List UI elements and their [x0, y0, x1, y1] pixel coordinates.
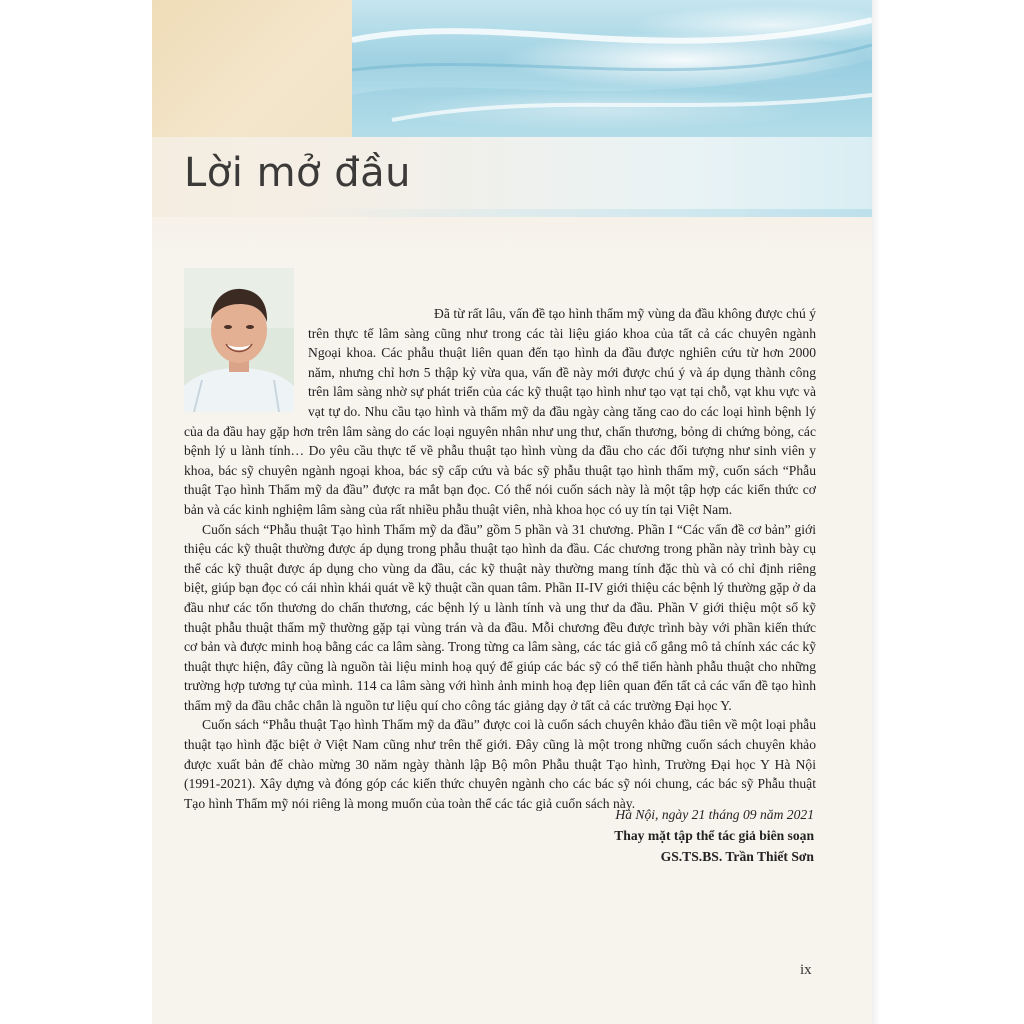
preface-paragraph-2: Cuốn sách “Phẫu thuật Tạo hình Thẩm mỹ da đầu” gồm 5 phần và 31 chương. Phần I “Các vấn đề cơ bản” giới thiệu các kỹ thuật thường được áp dụng trong phẫu thuật tạo hình da đầu. Các chương trong phần này trình bày cụ thể các kỹ thuật được áp dụng cho vùng da đầu, các kỹ thuật này thường mang tính đặc thù và có chỉ định riêng biệt, giúp bạn đọc có cái nhìn khái quát về kỹ thuật cần quan tâm. Phần II-IV giới thiệu các bệnh lý thường gặp ở da đầu như các tổn thương do chấn thương, các bệnh lý u lành tính và ung thư da đầu. Phần V giới thiệu một số kỹ thuật phẫu thuật thẩm mỹ thường gặp tại vùng trán và da đầu. Mỗi chương đều được trình bày với phần kiến thức cơ bản và được minh hoạ bằng các ca lâm sàng. Trong từng ca lâm sàng, các tác giả cố gắng mô tả chính xác các kỹ thuật thực hiện, đây cũng là nguồn tài liệu minh hoạ quý để giúp các bác sỹ có thể tiến hành phẫu thuật cho những trường hợp tương tự của mình. 114 ca lâm sàng với hình ảnh minh hoạ đẹp liên quan đến tất cả các vấn đề tạo hình thẩm mỹ da đầu chắc chắn là nguồn tư liệu quí cho công tác giảng dạy ở tất cả các trường Đại học Y.: [184, 521, 816, 713]
header-banner-beige: [152, 0, 352, 137]
preface-paragraph-3: Cuốn sách “Phẫu thuật Tạo hình Thẩm mỹ da đầu” được coi là cuốn sách chuyên khảo đầu tiên về một loại phẫu thuật tạo hình đặc biệt ở Việt Nam cũng như trên thế giới. Đây cũng là một trong những cuốn sách chuyên khảo được xuất bản để chào mừng 30 năm ngày thành lập Bộ môn Phẫu thuật Tạo hình, Trường Đại học Y Hà Nội (1991-2021). Xây dựng và đóng góp các kiến thức chuyên ngành cho các bác sỹ nói chung, các bác sỹ Phẫu thuật Tạo hình Thẩm mỹ nói riêng là mong muốn của toàn thể các tác giả cuốn sách này.: [184, 717, 816, 811]
signature-author: GS.TS.BS. Trần Thiết Sơn: [660, 849, 814, 864]
book-page: [152, 0, 872, 1024]
signature-block: [614, 804, 814, 867]
page-edge-shadow: [872, 0, 880, 1024]
signature-date: Hà Nội, ngày 21 tháng 09 năm 2021: [615, 807, 814, 822]
photo-spacer: [184, 304, 308, 416]
page-title: Lời mở đầu: [184, 150, 411, 196]
wave-decoration-icon: [352, 0, 872, 137]
page-number: ix: [800, 962, 812, 978]
header-banner-wave: [352, 0, 872, 137]
preface-paragraph-1-text: Đã từ rất lâu, vấn đề tạo hình thẩm mỹ vùng da đầu không được chú ý trên thực tế lâm sàng cũng như trong các tài liệu giáo khoa của tất cả các chuyên ngành Ngoại khoa. Các phẫu thuật liên quan đến tạo hình da đầu được nghiên cứu từ hơn 2000 năm, nhưng chỉ hơn 5 thập kỷ vừa qua, vấn đề này mới được chú ý và áp dụng thành công trên lâm sàng nhờ sự phát triển của các kỹ thuật tạo hình như tạo vạt tại chỗ, vạt khu vực và vạt tự do. Nhu cầu tạo hình và thẩm mỹ da đầu ngày càng tăng cao do các loại hình bệnh lý của da đầu hay gặp hơn trên lâm sàng do các loại nguyên nhân như ung thư, chấn thương, bỏng di chứng bỏng, các bệnh lý u lành tính… Do yêu cầu thực tế về phẫu thuật tạo hình vùng da đầu cho các đối tượng như sinh viên y khoa, bác sỹ chuyên ngành ngoại khoa, bác sỹ cấp cứu và bác sỹ phẫu thuật tạo hình thẩm mỹ, cuốn sách “Phẫu thuật Tạo hình Thẩm mỹ da đầu” được ra mắt bạn đọc. Có thể nói cuốn sách này là một tập hợp các kiến thức cơ bản và các kinh nghiệm lâm sàng của rất nhiều phẫu thuật viên, nhà khoa học có uy tín tại Việt Nam.: [184, 306, 816, 517]
preface-body: [184, 304, 816, 813]
signature-on-behalf: Thay mặt tập thể tác giả biên soạn: [614, 828, 814, 843]
